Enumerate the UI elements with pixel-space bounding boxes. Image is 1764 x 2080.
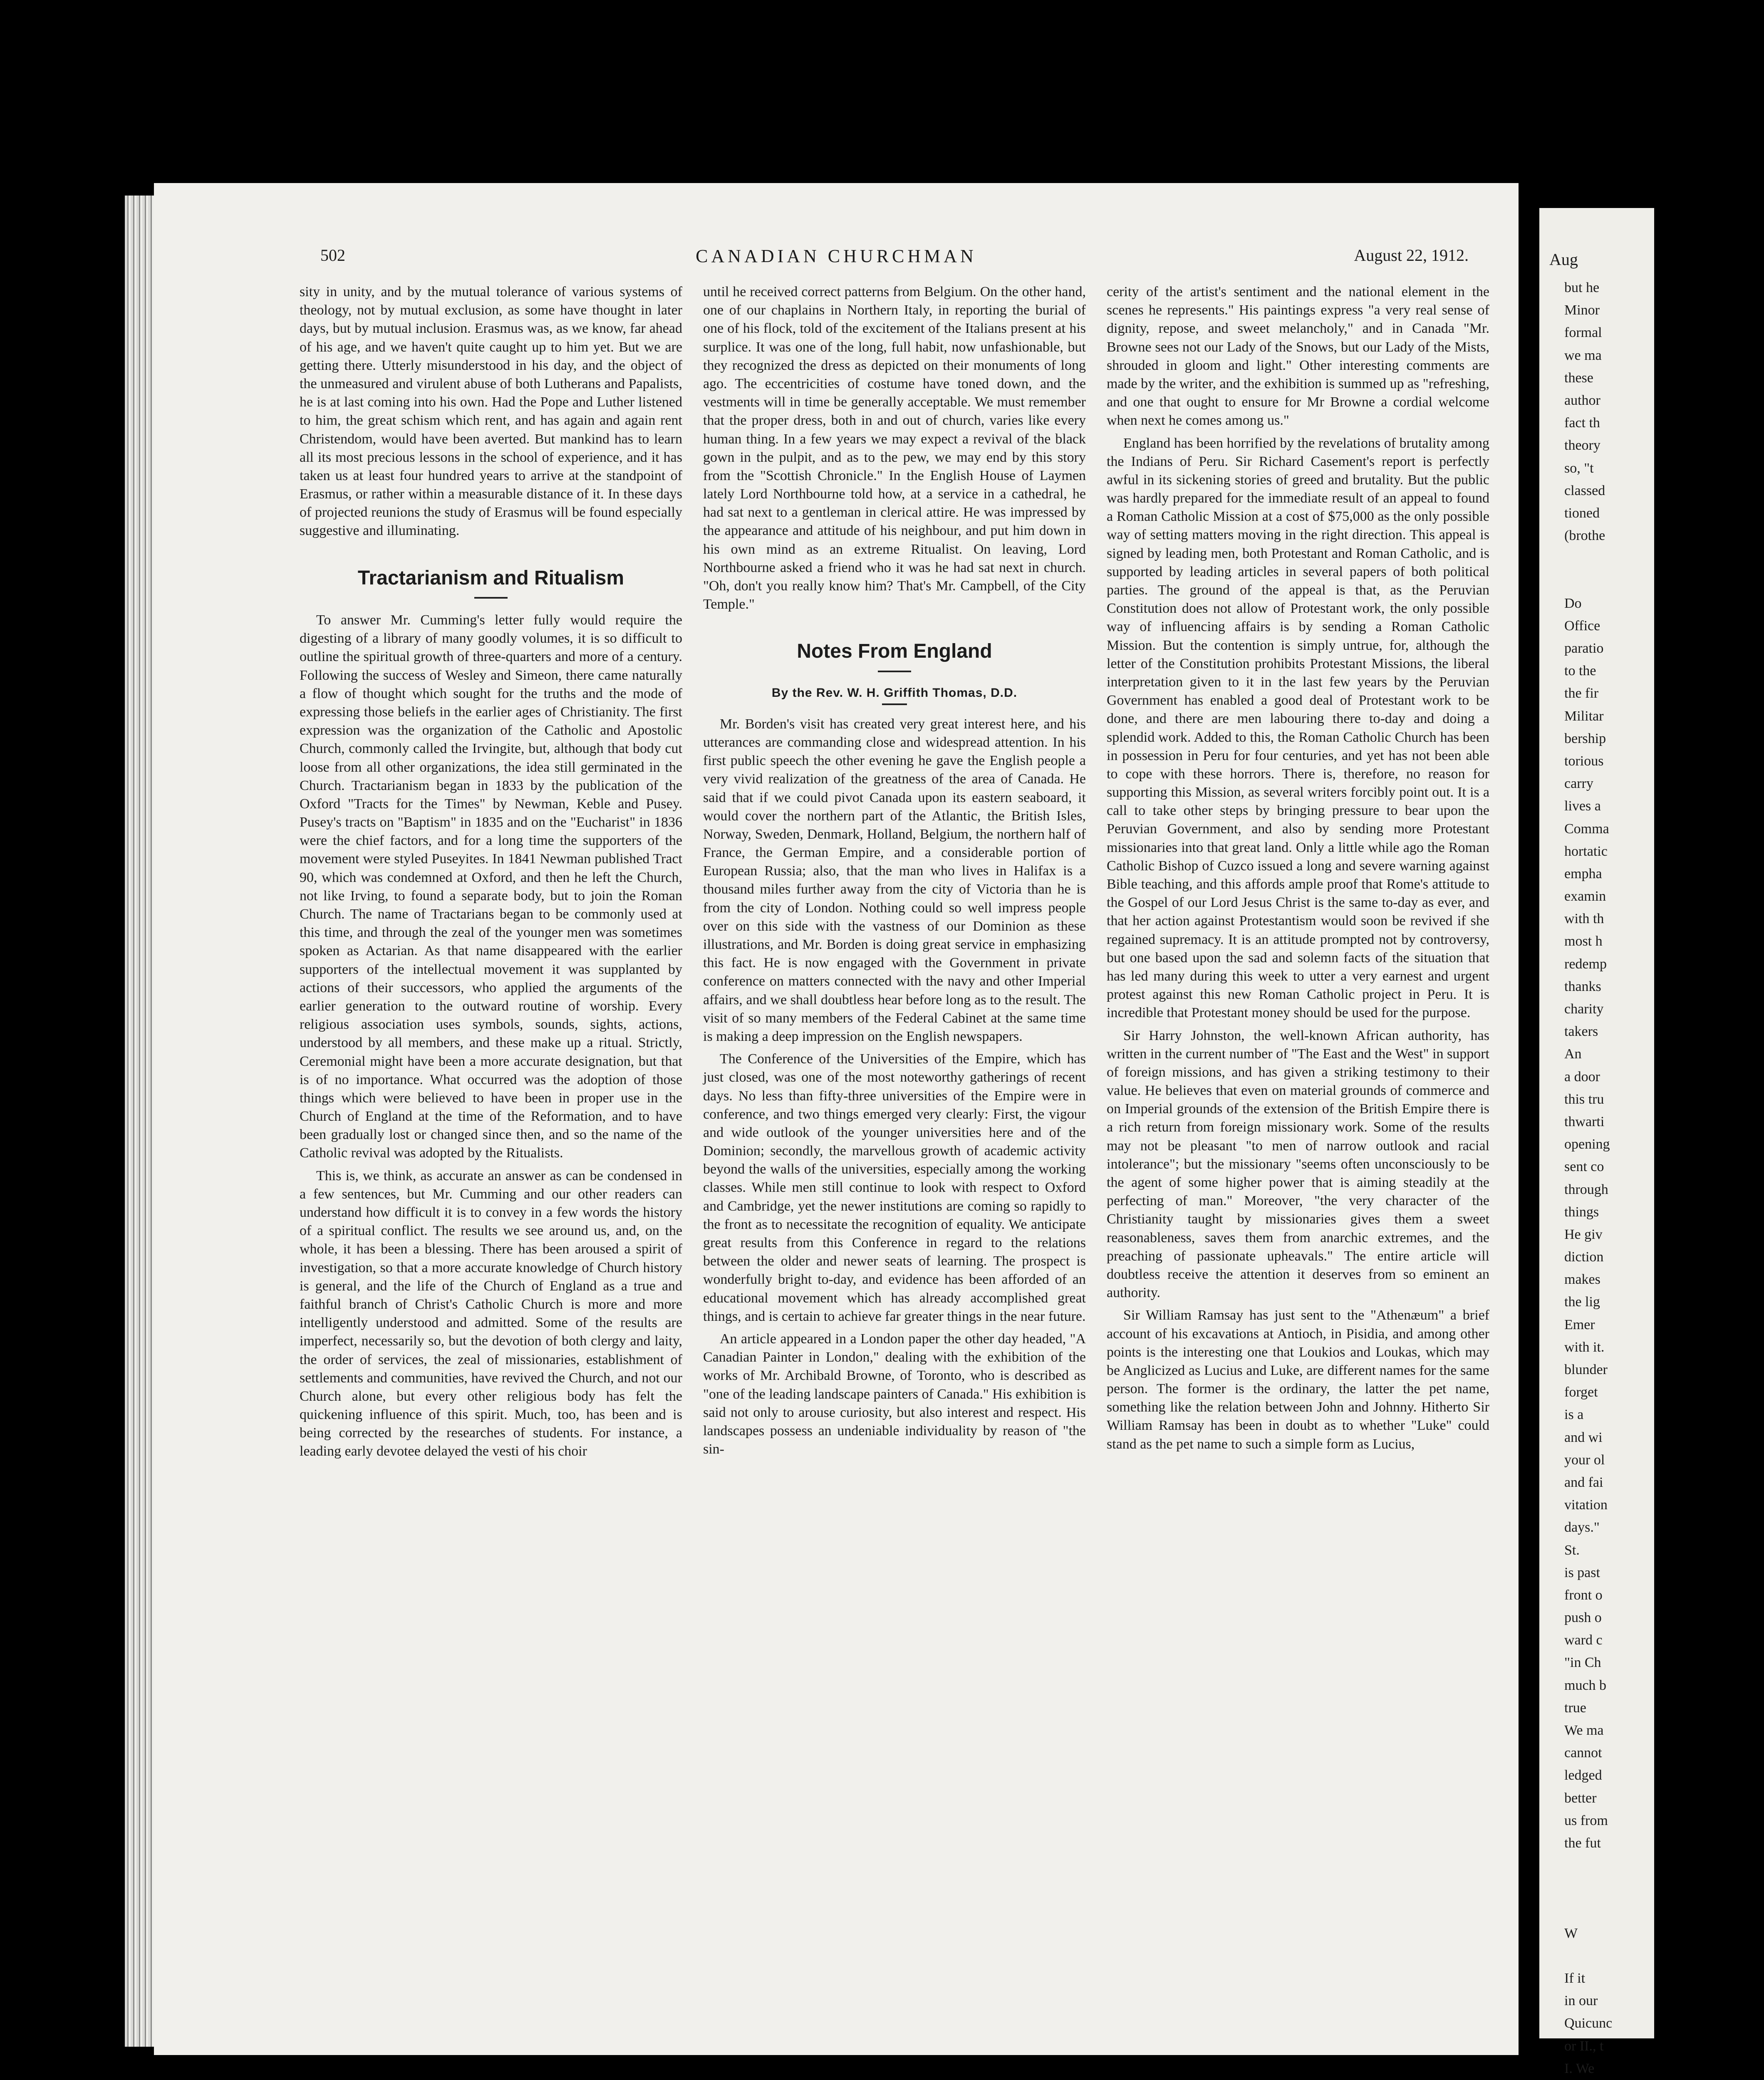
- facing-page-line: W: [1564, 1925, 1578, 1941]
- facing-page-line: thwarti: [1564, 1114, 1605, 1129]
- facing-page-line: takers: [1564, 1024, 1598, 1040]
- facing-page-line: much b: [1564, 1677, 1607, 1693]
- facing-page-line: days.": [1564, 1520, 1600, 1535]
- facing-page-line: carry: [1564, 776, 1593, 792]
- facing-page-line: Quicunc: [1564, 2016, 1613, 2031]
- facing-page-line: [1548, 1857, 1764, 1875]
- page-number: 502: [320, 246, 345, 265]
- facing-page-line: the fut: [1564, 1835, 1601, 1851]
- facing-page-line: most h: [1564, 934, 1603, 949]
- facing-page-line: hortatic: [1564, 843, 1608, 859]
- facing-page-line: better: [1564, 1790, 1597, 1806]
- facing-page-line: or II., t: [1564, 2038, 1604, 2054]
- facing-page-line: front o: [1564, 1587, 1603, 1603]
- facing-page-line: charity: [1564, 1001, 1604, 1017]
- facing-page-header: Aug: [1549, 250, 1578, 269]
- col1-paragraph-2: This is, we think, as accurate an answer as can be condensed in a few sentences, but Mr. Cumming and our other readers can understand how difficult it is to convey in a few words the history of a spiritual conflict. The results we see around us, and, on the whole, it has been a blessing. There has been aroused a spirit of investigation, so that a more accurate knowledge of Church history is general, and the life of the Church of England as a true and faithful branch of Christ's Catholic Church is more and more intelligently understood and admitted. Some of the results are imperfect, necessarily so, but the devotion of both clergy and laity, the order of services, the zeal of missionaries, establishment of settlements and communities, have revived the Church, and not our Church alone, but every other religious body has felt the quickening influence of this spirit. Much, too, has been and is being corrected by the researches of students. For instance, a leading early devotee delayed the vesti of his choir: [300, 1168, 682, 1459]
- facing-page-line: [1548, 549, 1764, 567]
- facing-page-line: tioned: [1564, 505, 1600, 521]
- facing-page-line: your ol: [1564, 1452, 1605, 1468]
- facing-page-line: thanks: [1564, 978, 1601, 994]
- facing-page-line: ward c: [1564, 1632, 1603, 1648]
- facing-page-line: He giv: [1564, 1226, 1603, 1242]
- facing-page-line: author: [1564, 392, 1600, 408]
- facing-page-line: and fai: [1564, 1474, 1603, 1490]
- facing-page-line: so, "t: [1564, 460, 1594, 476]
- column-1: [300, 283, 682, 2022]
- facing-page-line: diction: [1564, 1249, 1604, 1265]
- masthead-title: CANADIAN CHURCHMAN: [696, 246, 977, 266]
- col1-paragraph-top: sity in unity, and by the mutual tolerance of various systems of theology, not by mutual exclusion, as some have thought in later days, but by mutual inclusion. Erasmus was, as we know, far ahead of his age, and we haven't quite caught up to him yet. But we are getting there. Utterly misunderstood in his day, and the object of the unmeasured and virulent abuse of both Lutherans and Papalists, he is at last coming into his own. Had the Pope and Luther listened to him, the great schism which rent, and has again and again rent Christendom, would have been averted. But mankind has to learn all its most precious lessons in the school of experience, and it has taken us at least four hundred years to arrive at the standpoint of Erasmus, or rather within a measurable distance of it. In these days of projected reunions the study of Erasmus will be found especially suggestive and illuminating.: [300, 284, 682, 539]
- heading-rule: [878, 671, 911, 672]
- facing-page-line: bership: [1564, 730, 1606, 746]
- facing-page-line: and wi: [1564, 1429, 1603, 1445]
- col3-paragraph-3: Sir Harry Johnston, the well-known African authority, has written in the current number of "The East and the West" in support of foreign missions, and has given a striking testimony to their value. He believes that even on material grounds of commerce and on Imperial grounds of the extension of the British Empire there is a rich return from foreign missionary work. Some of the results may not be pleasant "to men of narrow outlook and racial intolerance"; but the missionary "seems often unconsciously to be the agent of some higher power that is aiming steadily at the perfecting of man." Moreover, "the very character of the Christianity taught by missionaries gives them a sweet reasonableness, saves them from anarchic extremes, and the preaching of passionate upheavals." The entire article will doubtless receive the attention it deserves from so eminent an authority.: [1107, 1028, 1489, 1301]
- facing-page-line: is a: [1564, 1407, 1584, 1423]
- newspaper-page: [154, 183, 1519, 2055]
- facing-page-line: vitation: [1564, 1497, 1608, 1513]
- facing-page-line: push o: [1564, 1610, 1602, 1626]
- facing-page-line: "in Ch: [1564, 1655, 1601, 1671]
- facing-page-line: classed: [1564, 483, 1605, 498]
- facing-page-line: paratio: [1564, 641, 1604, 656]
- facing-page-line: us from: [1564, 1813, 1608, 1828]
- col3-paragraph-1: cerity of the artist's sentiment and the national element in the scenes he represents." His paintings express "a very real sense of dignity, repose, and sweet melancholy," and in Canada "Mr. Browne sees not our Lady of the Snows, but our Lady of the Mists, shrouded in gloom and light." Other interesting comments are made by the writer, and the exhibition is summed up as "refreshing, and one that ought to ensure for Mr Browne a cordial welcome when next he comes among us.": [1107, 284, 1489, 428]
- facing-page-line: these: [1564, 370, 1593, 386]
- facing-page-line: true: [1564, 1700, 1586, 1716]
- facing-page: [1539, 208, 1654, 2076]
- facing-page-line: St.: [1564, 1542, 1580, 1558]
- facing-page-line: through: [1564, 1181, 1608, 1197]
- facing-page-line: cannot: [1564, 1745, 1602, 1761]
- facing-page-line: Comma: [1564, 821, 1609, 837]
- facing-page-line: a door: [1564, 1069, 1600, 1085]
- page-header: [154, 245, 1519, 275]
- facing-page-line: examin: [1564, 889, 1606, 904]
- facing-page-line: the lig: [1564, 1294, 1600, 1310]
- facing-page-line: torious: [1564, 753, 1604, 769]
- issue-date: August 22, 1912.: [1354, 246, 1469, 265]
- facing-page-line: I. We: [1564, 2060, 1595, 2076]
- facing-page-line: redemp: [1564, 956, 1607, 972]
- facing-page-line: is past: [1564, 1565, 1600, 1580]
- facing-page-line: An: [1564, 1046, 1582, 1062]
- facing-page-line: sent co: [1564, 1159, 1604, 1175]
- facing-page-line: things: [1564, 1204, 1599, 1220]
- facing-page-line: [1548, 1879, 1764, 1897]
- col2-paragraph-3: An article appeared in a London paper the other day headed, "A Canadian Painter in London," dealing with the exhibition of the works of Mr. Archibald Browne, of Toronto, who is described as "one of the leading landscape painters of Canada." His exhibition is said not only to arouse curiosity, but also interest and respect. His landscapes possess an undeniable individuality by reason of "the sin-: [703, 1331, 1086, 1457]
- facing-page-line: ledged: [1564, 1768, 1602, 1783]
- facing-page-line: fact th: [1564, 415, 1600, 431]
- facing-page-line: makes: [1564, 1272, 1600, 1288]
- col2-paragraph-1: Mr. Borden's visit has created very great interest here, and his utterances are commanding close and widespread attention. In his first public speech the other evening he gave the English people a very vivid realization of the greatness of the area of Canada. He said that if we could pivot Canada upon its eastern seaboard, it would cover the northern part of the Atlantic, the British Isles, Norway, Sweden, Denmark, Holland, Belgium, the northern half of France, the German Empire, and a considerable portion of European Russia; also, that the man who lives in Halifax is a thousand miles further away from the city of Victoria than he is from the city of London. Nothing could so well impress people over on this side with the vastness of our Dominion as these illustrations, and Mr. Borden is doing great service in emphasizing this fact. He is now engaged with the Government in private conference on matters connected with the navy and other Imperial affairs, and we shall doubtless hear before long as to the result. The visit of so many members of the Federal Cabinet at the same time is making a deep impression on the English newspapers.: [703, 716, 1086, 1044]
- facing-page-line: we ma: [1564, 347, 1602, 363]
- facing-page-line: to the: [1564, 663, 1596, 679]
- facing-page-line: Emer: [1564, 1317, 1595, 1332]
- col3-paragraph-4: Sir William Ramsay has just sent to the "Athenæum" a brief account of his excavations at Antioch, in Pisidia, and among other points is the interesting one that Loukios and Loukas, which may be Anglicized as Lucius and Luke, are different names for the same person. The former is the ordinary, the latter the pet name, something like the relation between John and Johnny. Hitherto Sir William Ramsay has been in doubt as to whether "Luke" could stand as the pet name to such a simple form as Lucius,: [1107, 1307, 1489, 1452]
- facing-page-line: We ma: [1564, 1723, 1604, 1738]
- facing-page-line: (brothe: [1564, 528, 1605, 544]
- facing-page-line: Minor: [1564, 302, 1600, 318]
- col3-paragraph-2: England has been horrified by the revelations of brutality among the Indians of Peru. Sir Richard Casement's report is perfectly awful in its sickening stories of greed and brutality. But the public was hardly prepared for the immediate result of an appeal to found a Roman Catholic Mission at a cost of $75,000 as the only possible way of setting matters moving in the right direction. This appeal is signed by leading men, both Protestant and Roman Catholic, and is supported by leading articles in several papers of both political parties. The ground of the appeal is that, as the Peruvian Constitution does not allow of Protestant work, the only possible way of influencing affairs is by sending a Roman Catholic Mission. But the contention is simply untrue, for, although the letter of the Constitution prohibits Protestant Missions, the liberal interpretation given to it in the last few years by the Peruvian Government has enabled a good deal of Protestant work to be done, and there are men labouring there to-day and doing a splendid work. Added to this, the Roman Catholic Church has been in possession in Peru for four centuries, and yet has not been able to cope with these horrors. There is, therefore, no reason for supporting this Mission, as several writers forcibly point out. It is a call to take other steps by bringing pressure to bear upon the Peruvian Government, and also by sending more Protestant missionaries into that great land. Only a little while ago the Roman Catholic Bishop of Cuzco issued a long and severe warning against Bible teaching, and this affords ample proof that Rome's attitude to the Gospel of our Lord Jesus Christ is the same to-day as ever, and that her action against Protestantism would soon be revived if she regained supremacy. It is an attitude prompted not by controversy, but one based upon the sad and solemn facts of the situation that has led many during this week to utter a very earnest and urgent protest against this new Roman Catholic project in Peru. It is incredible that Protestant money should be used for the purpose.: [1107, 435, 1489, 1021]
- facing-page-line: [1548, 1947, 1764, 1965]
- byline-rule: [882, 703, 907, 705]
- facing-page-line: [1548, 572, 1764, 590]
- facing-page-line: forget: [1564, 1384, 1598, 1400]
- facing-page-line: Militar: [1564, 708, 1604, 724]
- col2-paragraph-2: The Conference of the Universities of the Empire, which has just closed, was one of the most noteworthy gatherings of recent days. No less than fifty-three universities of the Empire were in conference, and two things emerged very clearly: First, the vigour and wide outlook of the younger universities here and of the Dominion; secondly, the marvellous growth of academic activity beyond the walls of the universities, especially among the working classes. While men still continue to look with respect to Oxford and Cambridge, yet the newer institutions are coming so rapidly to the front as to necessitate the recognition of equality. We anticipate great results from this Conference in regard to the relations between the older and newer seats of learning. The prospect is wonderfully bright to-day, and evidence has been afforded of an educational movement which has already accomplished great things, and is certain to achieve far greater things in the near future.: [703, 1051, 1086, 1324]
- facing-page-line: lives a: [1564, 798, 1601, 814]
- heading-notes-from-england: Notes From England: [797, 640, 992, 663]
- heading-tractarianism: Tractarianism and Ritualism: [357, 567, 624, 589]
- facing-page-line: with it.: [1564, 1339, 1605, 1355]
- facing-page-line: with th: [1564, 911, 1604, 927]
- col1-paragraph-1: To answer Mr. Cumming's letter fully would require the digesting of a library of many goodly volumes, it is so difficult to outline the spiritual growth of three-quarters and more of a century. Following the success of Wesley and Simeon, there came naturally a flow of thought which sought for the truths and the mode of expressing those beliefs in the earlier ages of Christianity. The first expression was the organization of the Catholic and Apostolic Church, commonly called the Irvingite, but, although that body cut loose from all other organizations, the idea still germinated in the Church. Tractarianism began in 1833 by the publication of the Oxford "Tracts for the Times" by Newman, Keble and Pusey. Pusey's tracts on "Baptism" in 1835 and on the "Eucharist" in 1836 were the chief factors, and for a long time the supporters of the movement were styled Puseyites. In 1841 Newman published Tract 90, which was condemned at Oxford, and then he left the Church, not like Irving, to found a separate body, but to join the Roman Church. The name of Tractarians began to be commonly used at this time, and through the zeal of the younger men was sometimes spoken as Actarian. As that name disappeared with the earlier supporters of the intellectual movement it was supplanted by actions of their successors, who applied the arguments of the earlier generation to the outward routine of worship. Every religious association uses symbols, sounds, sights, actions, understood by all members, and these make up a ritual. Strictly, Ceremonial might have been a more accurate designation, but that is of no importance. What occurred was the adoption of those things which were believed to have been in proper use in the Church of England at the time of the Reformation, and to have been gradually lost or changed since then, and so the name of the Catholic revival was adopted by the Ritualists.: [300, 612, 682, 1161]
- facing-page-line: opening: [1564, 1137, 1610, 1152]
- column-2: [703, 283, 1086, 2022]
- facing-page-line: the fir: [1564, 686, 1599, 701]
- facing-page-line: Office: [1564, 618, 1600, 634]
- facing-page-line: Do: [1564, 595, 1582, 611]
- page-stack-edges: [125, 196, 158, 2047]
- facing-page-line: empha: [1564, 866, 1602, 882]
- facing-page-line: [1548, 1902, 1764, 1920]
- facing-page-line: blunder: [1564, 1362, 1608, 1377]
- facing-page-line: this tru: [1564, 1091, 1604, 1107]
- byline: By the Rev. W. H. Griffith Thomas, D.D.: [771, 686, 1018, 700]
- facing-page-column: [1548, 279, 1764, 2076]
- col2-paragraph-top: until he received correct patterns from Belgium. On the other hand, one of our chaplains in Northern Italy, in reporting the burial of one of his flock, told of the excitement of the Italians present at his surplice. It was one of the long, full habit, now unfashionable, but they recognized the dress as depicted on their monuments of long ago. The eccentricities of costume have toned down, and the vestments will in time be generally acceptable. We must remember that the proper dress, both in and out of church, varies like every human thing. In a few years we may expect a revival of the black gown in the pulpit, and as to the pew, we may end by this story from the "Scottish Chronicle." In the English House of Laymen lately Lord Northbourne told how, at a service in a cathedral, he had sat next to a gentleman in clerical attire. He was impressed by the appearance and attitude of his neighbour, and put him down in his own mind as an extreme Ritualist. On leaving, Lord Northbourne asked a friend who it was he had sat next in church. "Oh, don't you really know him? That's Mr. Campbell, of the City Temple.": [703, 284, 1086, 612]
- facing-page-line: formal: [1564, 325, 1602, 341]
- heading-rule: [474, 597, 508, 599]
- facing-page-line: but he: [1564, 280, 1600, 295]
- facing-page-line: If it: [1564, 1971, 1586, 1986]
- facing-page-line: theory: [1564, 438, 1600, 453]
- facing-page-line: in our: [1564, 1993, 1598, 2009]
- column-3: [1107, 283, 1489, 2022]
